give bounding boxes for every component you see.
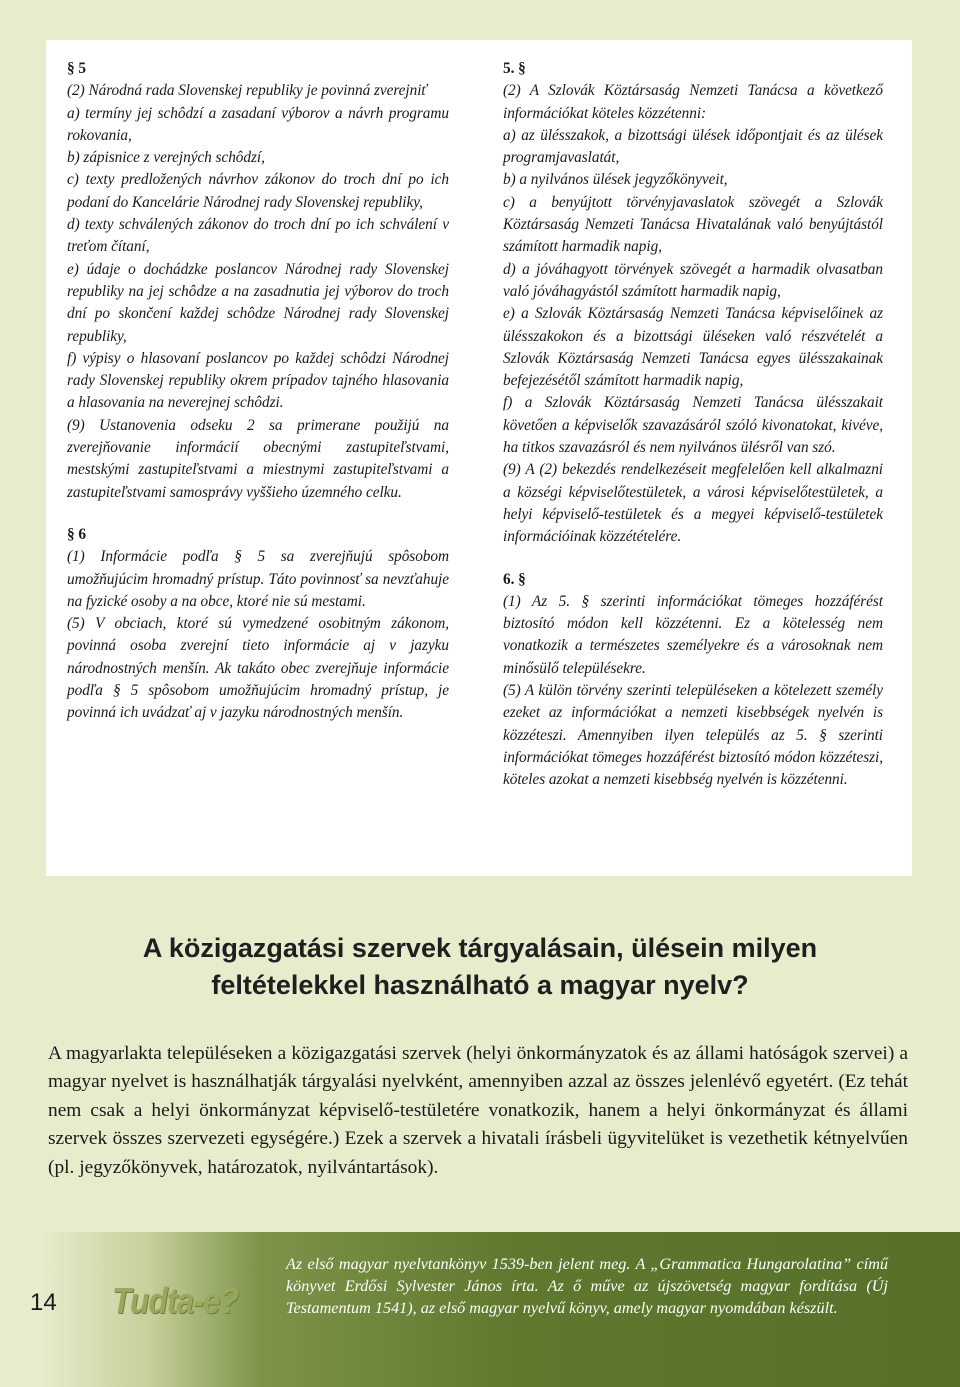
- paragraph-line: b) a nyilvános ülések jegyzőkönyveit,: [503, 171, 728, 189]
- hungarian-text-column: [503, 58, 883, 812]
- hungarian-section-5: [503, 58, 883, 549]
- paragraph-line: (2) A Szlovák Köztársaság Nemzeti Tanácsa a következő információkat köteles közzétenni:: [503, 82, 883, 122]
- question-line-2: feltételekkel használható a magyar nyelv?: [211, 970, 749, 1000]
- paragraph-line: (9) A (2) bekezdés rendelkezéseit megfelelően kell alkalmazni a községi képviselőtestületek, a városi képviselőtestületek, a helyi képviselő-testületek és a megyei képviselő-testületek információinak közzétételére.: [503, 461, 883, 546]
- paragraph-line: (1) Az 5. § szerinti információkat tömeges hozzáférést biztosító módon kell közzétenni. Ez a kötelesség nem vonatkozik a természetes személyekre és a városoknak nem minősülő településekre.: [503, 592, 883, 677]
- slovak-section-5: [67, 58, 449, 504]
- paragraph-line: c) texty predložených návrhov zákonov do troch dní po ich podaní do Kancelárie Národnej rady Slovenskej republiky,: [67, 171, 449, 211]
- paragraph-line: (1) Informácie podľa § 5 sa zverejňujú spôsobom umožňujúcim hromadný prístup. Táto povinnosť sa nevzťahuje na fyzické osoby a na obce, ktoré nie sú mestami.: [67, 548, 449, 610]
- question-line-1: A közigazgatási szervek tárgyalásain, ülésein milyen: [142, 933, 818, 963]
- paragraph-line: d) texty schválených zákonov do troch dní po ich schválení v treťom čítaní,: [67, 216, 449, 256]
- hungarian-section-6: [503, 569, 883, 792]
- paragraph-line: c) a benyújtott törvényjavaslatok szövegét a Szlovák Köztársaság Nemzeti Tanácsa Hivatalának való benyújtástól számított harmadik napig,: [503, 193, 883, 256]
- section-title: 6. §: [503, 570, 526, 588]
- paragraph-line: (5) A külön törvény szerinti településeken a kötelezett személy ezeket az információkat a nemzeti kisebbségek nyelvén is közzéteszi. Amennyiben ilyen település az 5. § szerinti információkat tömeges hozzáférést biztosító módon közzéteszi, köteles azokat a nemzeti kisebbség nyelvén is közzétenni.: [503, 682, 883, 789]
- answer-paragraph: A magyarlakta településeken a közigazgatási szervek (helyi önkormányzatok és az állami hatóságok szervei) a magyar nyelvet is használhatják tárgyalási nyelvként, amennyiben azzal az összes jelenlévő egyetért. (Ez tehát nem csak a helyi önkormányzat képviselő-testületére vonatkozik, hanem a helyi önkormányzat és állami szervek összes szervezeti egységére.) Ezek a szervek a hivatali írásbeli ügyvitelüket is vezethetik kétnyelvűen (pl. jegyzőkönyvek, határozatok, nyilvántartások).: [48, 1043, 908, 1178]
- paragraph-line: (9) Ustanovenia odseku 2 sa primerane použijú na zverejňovanie informácií obecnými zastupiteľstvami, mestskými zastupiteľstvami a miestnymi zastupiteľstvami a zastupiteľstvami samosprávy vyššieho územného celku.: [67, 416, 449, 501]
- paragraph-line: a) az ülésszakok, a bizottsági ülések időpontjait és az ülések programjavaslatát,: [503, 126, 883, 167]
- paragraph-line: b) zápisnice z verejných schôdzí,: [67, 149, 265, 167]
- question-heading: [60, 930, 900, 1004]
- paragraph-line: d) a jóváhagyott törvények szövegét a harmadik olvasatban való jóváhagyástól számított harmadik napig,: [503, 260, 883, 300]
- paragraph-line: a) termíny jej schôdzí a zasadaní výborov a návrh programu rokovania,: [67, 104, 449, 144]
- paragraph-line: f) a Szlovák Köztársaság Nemzeti Tanácsa ülésszakait követően a képviselők szavazásáról szóló kivonatokat, kivéve, ha titkos szavazásról és nem nyilvános ülésről van szó.: [503, 394, 883, 457]
- section-title: § 6: [67, 525, 86, 543]
- paragraph-line: e) údaje o dochádzke poslancov Národnej rady Slovenskej republiky na jej schôdze a na zasadnutia jej výborov do troch dní po skončení každej schôdze Národnej rady Slovenskej republiky,: [67, 260, 449, 345]
- section-title: § 5: [67, 60, 86, 77]
- page-number: 14: [30, 1289, 57, 1316]
- slovak-section-6: [67, 524, 449, 725]
- paragraph-line: (2) Národná rada Slovenskej republiky je povinná zverejniť: [67, 82, 427, 100]
- slovak-text-column: [67, 58, 449, 745]
- paragraph-line: e) a Szlovák Köztársaság Nemzeti Tanácsa képviselőinek az ülésszakokon és a bizottsági üléseken való részvételét a Szlovák Köztársaság Nemzeti Tanácsa egyes ülésszakainak befejezésétől számított harmadik napig,: [503, 305, 883, 390]
- paragraph-line: (5) V obciach, ktoré sú vymedzené osobitným zákonom, povinná osoba zverejní tieto informácie aj v jazyku národnostných menšín. Ak takáto obec zverejňuje informácie podľa § 5 spôsobom umožňujúcim hromadný prístup, je povinná ich uvádzať aj v jazyku národnostných menšín.: [67, 615, 449, 722]
- paragraph-line: f) výpisy o hlasovaní poslancov po každej schôdzi Národnej rady Slovenskej republiky okrem prípadov tajného hlasovania a hlasovania na neverejnej schôdzi.: [67, 349, 449, 412]
- fact-text: Az első magyar nyelvtankönyv 1539-ben jelent meg. A „Grammatica Hungarolatina” című könyvet Erdősi Sylvester János írta. Az ő műve az újszövetség magyar fordítása (Új Testamentum 1541), az első magyar nyelvű könyv, amely magyar nyomdában készült.: [286, 1255, 888, 1317]
- section-title: 5. §: [503, 60, 526, 77]
- tudta-e-label: Tudta-e?: [112, 1280, 239, 1321]
